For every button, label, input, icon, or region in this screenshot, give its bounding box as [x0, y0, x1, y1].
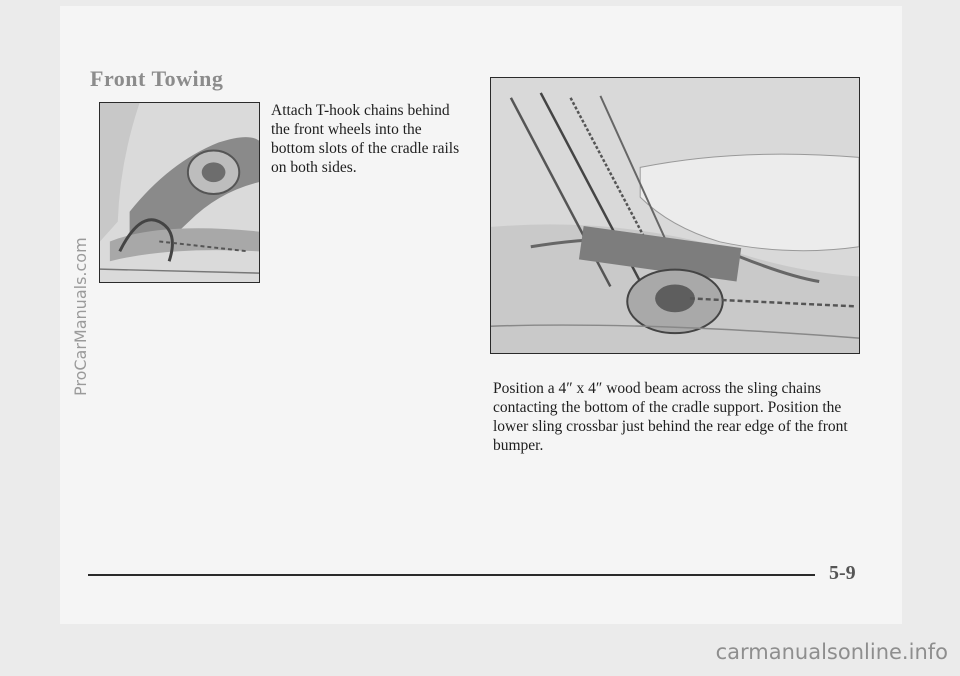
bottom-watermark: carmanualsonline.info	[715, 640, 948, 664]
sling-chain-beam-photo	[490, 77, 860, 354]
t-hook-chain-photo	[99, 102, 260, 283]
section-title: Front Towing	[90, 66, 224, 91]
t-hook-instruction: Attach T-hook chains behind the front wheels into the bottom slots of the cradle rails on both sides.	[271, 102, 460, 176]
t-hook-chain-illustration	[100, 103, 259, 282]
side-watermark: ProCarManuals.com	[71, 237, 90, 396]
sling-chain-illustration	[491, 78, 859, 353]
footer-rule	[88, 574, 815, 576]
sling-beam-instruction: Position a 4″ x 4″ wood beam across the sling chains contacting the bottom of the cradle support. Position the lower sling crossbar just behind the rear edge of the front bumper.	[493, 380, 848, 454]
page-number: 5-9	[829, 562, 856, 584]
